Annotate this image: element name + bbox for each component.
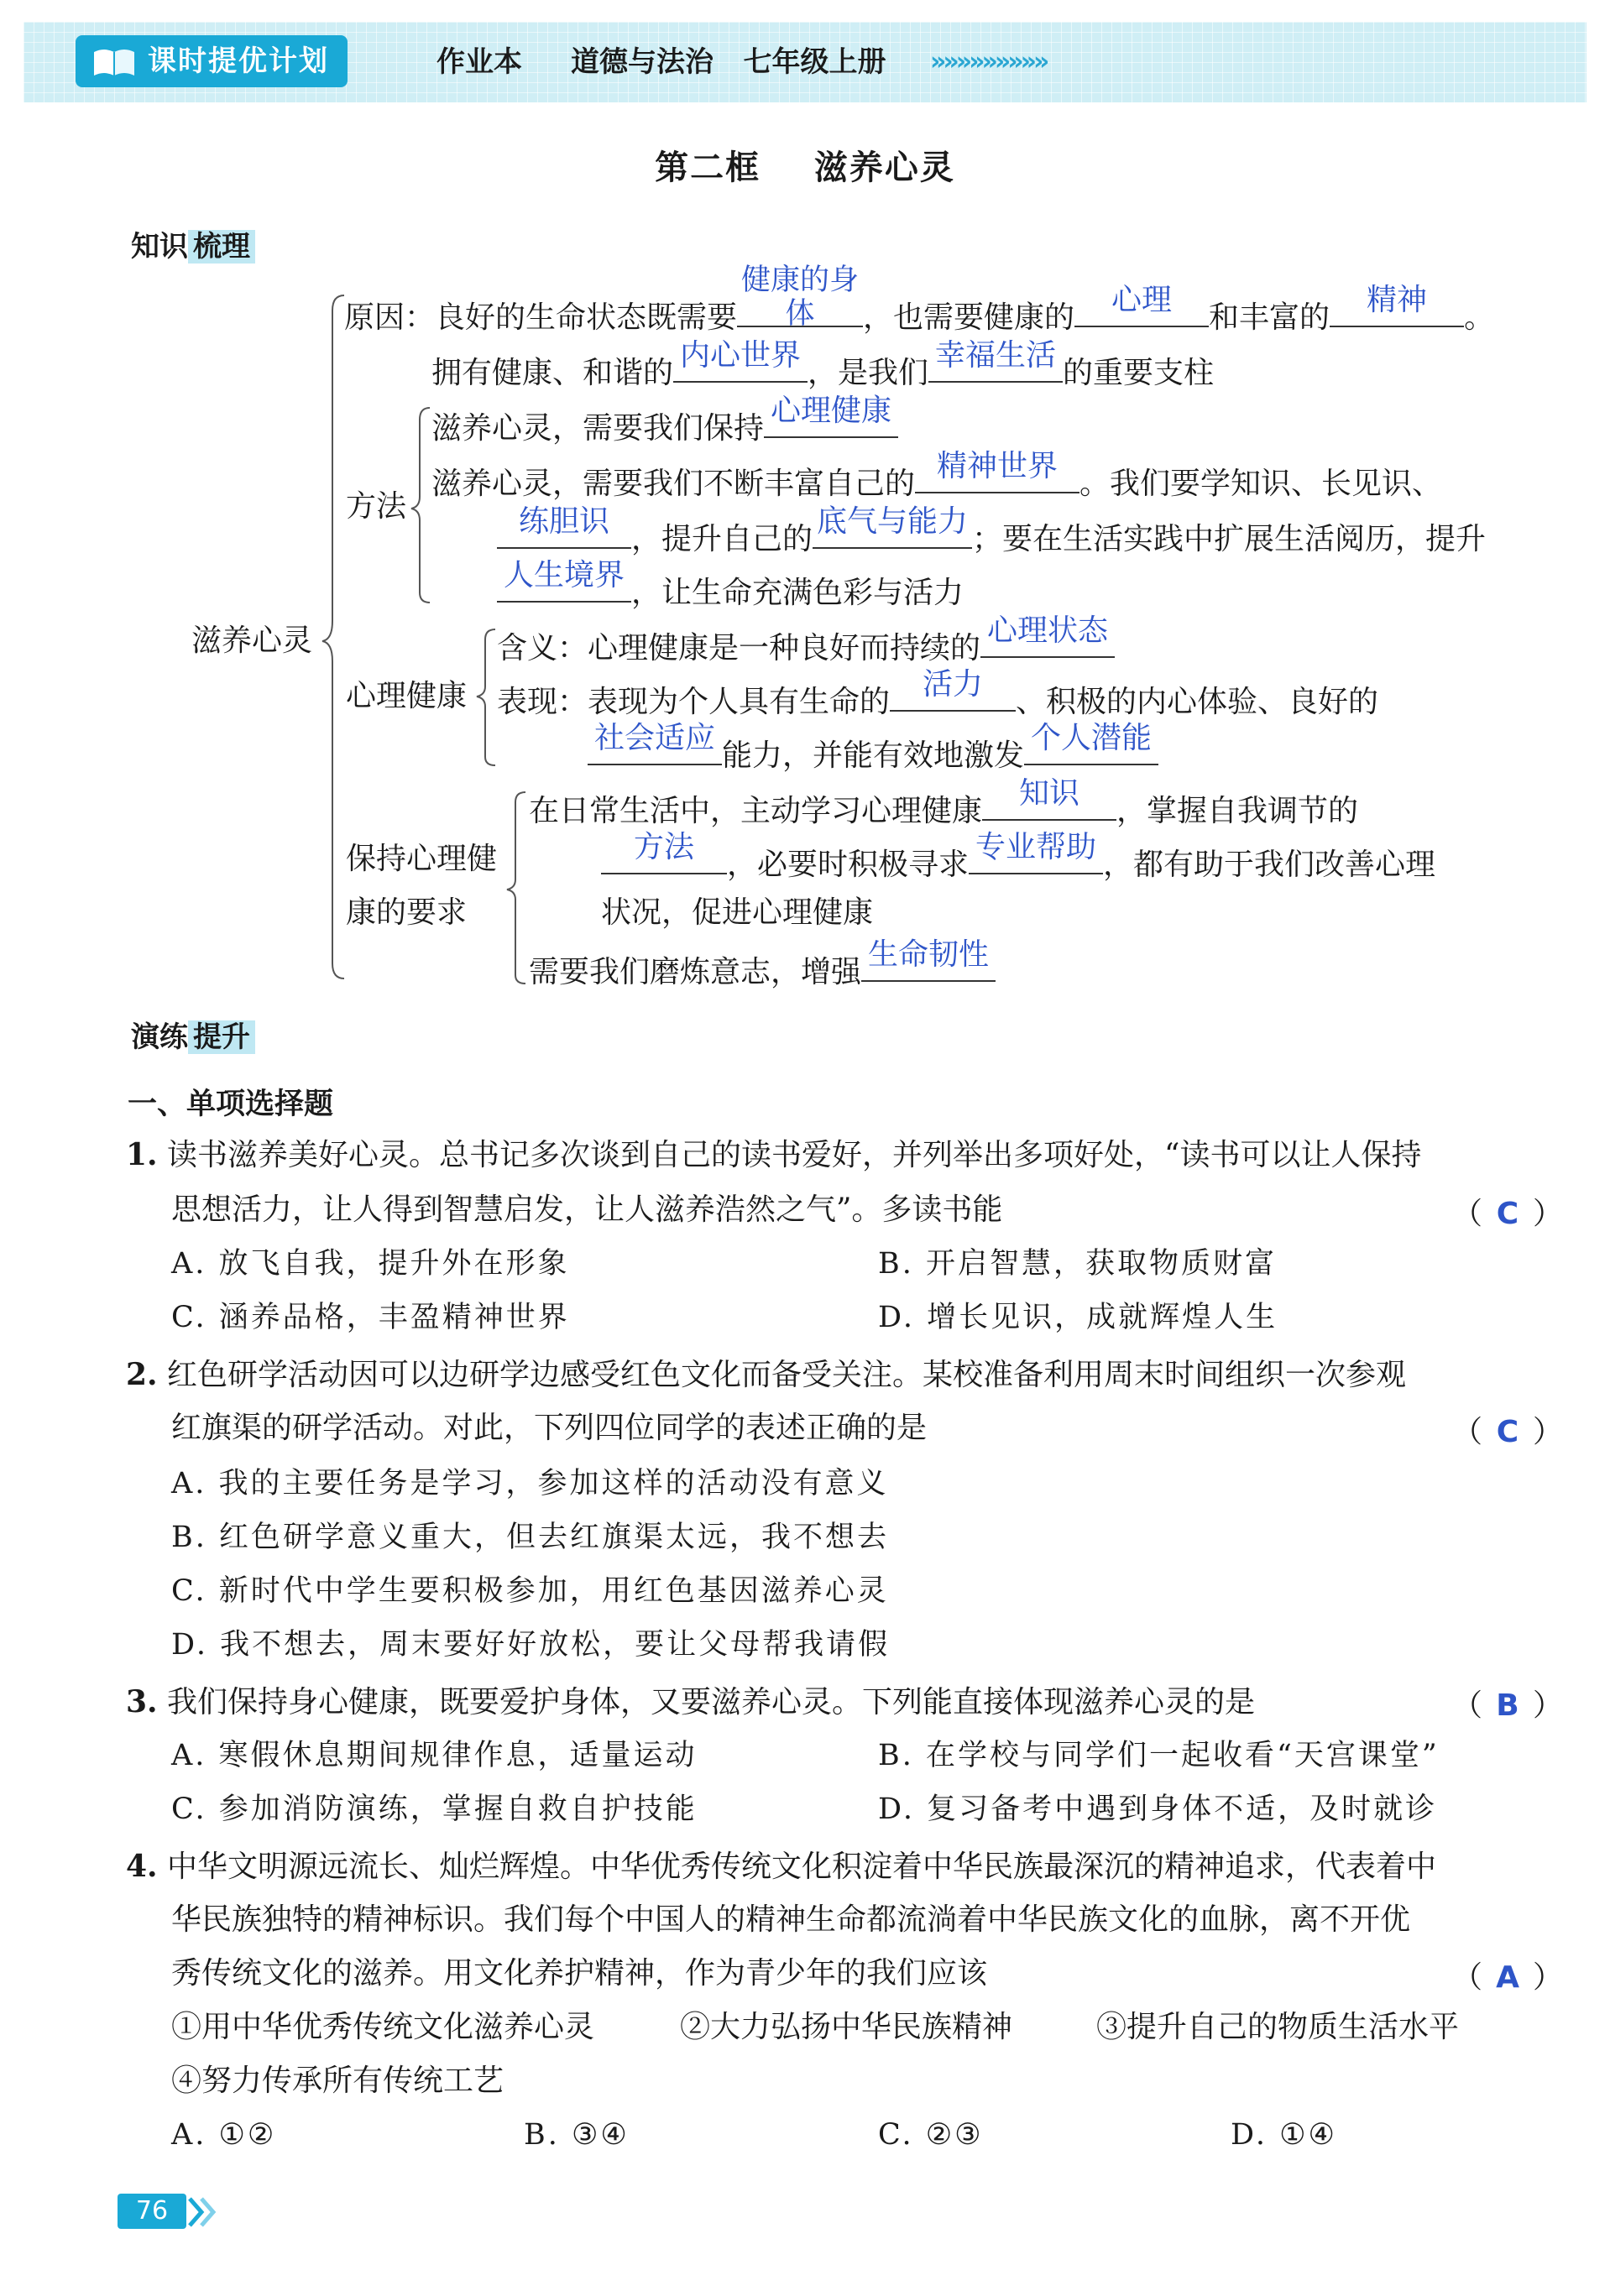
option-a: A. 放飞自我，提升外在形象 xyxy=(171,1247,570,1281)
answer-blank xyxy=(982,776,1116,821)
brand-text: 课时提优计划 xyxy=(148,44,329,78)
mh-performance-1 xyxy=(497,667,1379,723)
answer-text: 个人潜能 xyxy=(1031,721,1153,755)
tag-part-a: 演练 xyxy=(131,1020,188,1054)
page-number: 76 xyxy=(118,2194,186,2229)
text: 在日常生活中，主动学习心理健康 xyxy=(529,794,983,828)
text: （ xyxy=(1452,1960,1483,1995)
text: 滋养心灵，需要我们保持 xyxy=(431,411,765,446)
option-a: A. 寒假休息期间规律作息，适量运动 xyxy=(171,1739,698,1772)
text: ） xyxy=(1533,1415,1564,1449)
practice-section-tag xyxy=(131,1014,255,1055)
answer-text: 练胆识 xyxy=(518,504,609,539)
tag-part-b: 梳理 xyxy=(188,230,255,264)
answer-bracket xyxy=(1452,1682,1563,1725)
answer-text: 心理健康 xyxy=(771,394,892,428)
answer-text: 精神世界 xyxy=(937,449,1059,483)
answer-text: 幸福生活 xyxy=(935,338,1057,373)
answer-choice: A xyxy=(1496,1960,1519,1995)
answer-text: 知识 xyxy=(1019,776,1080,811)
question-number: 1. xyxy=(126,1137,158,1172)
text: 表现：表现为个人具有生命的 xyxy=(497,685,891,719)
page-chevron-icon xyxy=(186,2195,220,2229)
text: ，掌握自我调节的 xyxy=(1116,794,1359,828)
section-heading: 一、单项选择题 xyxy=(128,1088,334,1121)
method-line-4 xyxy=(497,558,964,613)
option-b: B. 红色研学意义重大，但去红旗渠太远，我不想去 xyxy=(171,1521,889,1554)
answer-blank xyxy=(969,830,1103,874)
answer-blank xyxy=(601,830,727,874)
text: 。 xyxy=(1464,300,1495,335)
text: ，提升自己的 xyxy=(631,522,813,556)
answer-text: 底气与能力 xyxy=(817,504,969,539)
answer-text: 精神 xyxy=(1367,283,1428,317)
text: ，让生命充满色彩与活力 xyxy=(631,576,964,610)
book-type: 作业本 xyxy=(436,45,522,79)
subject-grade: 道德与法治 七年级上册 xyxy=(571,45,886,79)
option-c: C. 参加消防演练，掌握自救自护技能 xyxy=(171,1792,698,1826)
question-4-line-2: 华民族独特的精神标识。我们每个中国人的精神生命都流淌着中华民族文化的血脉，离不开优 xyxy=(171,1902,1411,1937)
text: 我们保持身心健康，既要爱护身体，又要滋养心灵。下列能直接体现滋养心灵的是 xyxy=(167,1685,1256,1719)
method-line-2 xyxy=(431,449,1443,504)
question-1-line-1 xyxy=(126,1135,1421,1176)
option-d: D. ①④ xyxy=(1231,2118,1337,2152)
question-2-line-1 xyxy=(126,1354,1406,1396)
answer-text: 社会适应 xyxy=(593,721,715,755)
text: 的重要支柱 xyxy=(1063,356,1215,390)
statement-3: ③提升自己的物质生活水平 xyxy=(1096,2010,1460,2044)
text: 读书滋养美好心灵。总书记多次谈到自己的读书爱好，并列举出多项好处，“读书可以让人保持 xyxy=(167,1138,1422,1172)
answer-choice: B xyxy=(1496,1688,1519,1723)
answer-blank xyxy=(861,937,996,982)
answer-blank xyxy=(928,338,1063,383)
text: 红色研学活动因可以边研学边感受红色文化而备受关注。某校准备利用周末时间组织一次参观 xyxy=(167,1358,1407,1392)
question-3-line-1 xyxy=(126,1682,1255,1723)
answer-choice: C xyxy=(1496,1415,1519,1449)
answer-blank xyxy=(1074,283,1209,327)
text: 中华文明源远流长、灿烂辉煌。中华优秀传统文化积淀着中华民族最深沉的精神追求，代表着中 xyxy=(167,1850,1437,1884)
requirement-line-2 xyxy=(601,830,1436,885)
answer-blank xyxy=(890,667,1016,712)
answer-text: 方法 xyxy=(633,830,694,864)
requirement-line-1 xyxy=(529,776,1359,832)
option-b: B. 开启智慧，获取物质财富 xyxy=(878,1247,1277,1281)
method-label: 方法 xyxy=(346,489,407,524)
option-b: B. 在学校与同学们一起收看“天宫课堂” xyxy=(878,1739,1440,1772)
text: ，是我们 xyxy=(808,356,929,390)
text: （ xyxy=(1452,1688,1483,1723)
answer-bracket xyxy=(1452,1190,1563,1233)
text: ；要在生活实践中扩展生活阅历，提升 xyxy=(972,522,1487,556)
answer-blank xyxy=(737,264,863,331)
text: （ xyxy=(1452,1415,1483,1449)
option-c: C. 涵养品格，丰盈精神世界 xyxy=(171,1301,570,1334)
answer-text: 健康的身体 xyxy=(741,264,860,331)
option-b: B. ③④ xyxy=(524,2118,630,2152)
option-d: D. 复习备考中遇到身体不适，及时就诊 xyxy=(878,1792,1438,1826)
text: ） xyxy=(1533,1960,1564,1995)
option-d: D. 我不想去，周末要好好放松，要让父母帮我请假 xyxy=(171,1628,891,1662)
option-c: C. ②③ xyxy=(878,2118,984,2152)
answer-text: 活力 xyxy=(923,667,984,702)
answer-blank xyxy=(588,721,722,765)
answer-text: 专业帮助 xyxy=(975,830,1097,864)
reason-label: 原因： xyxy=(344,300,436,335)
mh-performance-2 xyxy=(588,721,1158,776)
page-title: 第二框 滋养心灵 xyxy=(655,149,955,187)
method-line-1 xyxy=(431,394,898,449)
method-line-3 xyxy=(497,504,1487,560)
text: （ xyxy=(1452,1197,1483,1231)
answer-blank xyxy=(764,394,898,438)
question-number: 3. xyxy=(126,1684,158,1719)
option-a: A. 我的主要任务是学习，参加这样的活动没有意义 xyxy=(171,1467,889,1500)
text: 、积极的内心体验、良好的 xyxy=(1016,685,1379,719)
question-1-line-2: 思想活力，让人得到智慧启发，让人滋养浩然之气”。多读书能 xyxy=(171,1192,1003,1227)
text: ） xyxy=(1533,1688,1564,1723)
answer-blank xyxy=(915,449,1079,493)
answer-blank xyxy=(497,558,631,603)
answer-text: 心理 xyxy=(1111,283,1173,317)
answer-blank xyxy=(1024,721,1158,765)
statement-4: ④努力传承所有传统工艺 xyxy=(171,2064,504,2098)
answer-blank xyxy=(813,504,972,549)
answer-text: 人生境界 xyxy=(503,558,625,592)
answer-bracket xyxy=(1452,1954,1563,1996)
reason-line-1 xyxy=(344,264,1495,338)
answer-blank xyxy=(497,504,631,549)
answer-bracket xyxy=(1452,1408,1563,1451)
text: 滋养心灵，需要我们不断丰富自己的 xyxy=(431,467,916,501)
question-4-line-1 xyxy=(126,1846,1436,1887)
option-c: C. 新时代中学生要积极参加，用红色基因滋养心灵 xyxy=(171,1574,889,1608)
tag-part-a: 知识 xyxy=(131,230,188,264)
text: 能力，并能有效地激发 xyxy=(722,738,1025,773)
text: 需要我们磨炼意志，增强 xyxy=(529,955,862,989)
option-a: A. ①② xyxy=(171,2118,277,2152)
text: 和丰富的 xyxy=(1209,300,1330,335)
requirement-label-1: 保持心理健 xyxy=(346,842,498,876)
text: 含义：心理健康是一种良好而持续的 xyxy=(497,631,981,665)
text: ） xyxy=(1533,1197,1564,1231)
answer-text: 内心世界 xyxy=(680,338,802,373)
question-number: 4. xyxy=(126,1849,158,1884)
requirement-line-4 xyxy=(529,937,996,993)
root-label: 滋养心灵 xyxy=(191,624,313,658)
question-4-line-3: 秀传统文化的滋养。用文化养护精神，作为青少年的我们应该 xyxy=(171,1956,988,1991)
chevron-decoration: »»»»»»»»» xyxy=(930,47,1047,76)
text: 拥有健康、和谐的 xyxy=(431,356,674,390)
answer-text: 心理状态 xyxy=(987,613,1109,648)
reason-line-2 xyxy=(431,338,1215,394)
question-2-line-2: 红旗渠的研学活动。对此，下列四位同学的表述正确的是 xyxy=(171,1411,928,1445)
text: ，都有助于我们改善心理 xyxy=(1103,848,1436,882)
question-number: 2. xyxy=(126,1357,158,1392)
answer-blank xyxy=(673,338,808,383)
statement-2: ②大力弘扬中华民族精神 xyxy=(680,2010,1013,2044)
requirement-line-3: 状况，促进心理健康 xyxy=(601,895,874,930)
mental-health-label: 心理健康 xyxy=(346,679,468,713)
answer-text: 生命韧性 xyxy=(868,937,990,972)
text: ，也需要健康的 xyxy=(863,300,1075,335)
answer-blank xyxy=(1330,283,1464,327)
text: 良好的生命状态既需要 xyxy=(435,300,738,335)
text: 。我们要学知识、长见识、 xyxy=(1079,467,1443,501)
tag-part-b: 提升 xyxy=(188,1020,255,1054)
mh-definition xyxy=(497,613,1115,669)
requirement-label-2: 康的要求 xyxy=(346,895,468,930)
text: ，必要时积极寻求 xyxy=(727,848,970,882)
answer-blank xyxy=(980,613,1115,658)
option-d: D. 增长见识，成就辉煌人生 xyxy=(878,1301,1278,1334)
answer-choice: C xyxy=(1496,1197,1519,1231)
statement-1: ①用中华优秀传统文化滋养心灵 xyxy=(171,2010,595,2044)
